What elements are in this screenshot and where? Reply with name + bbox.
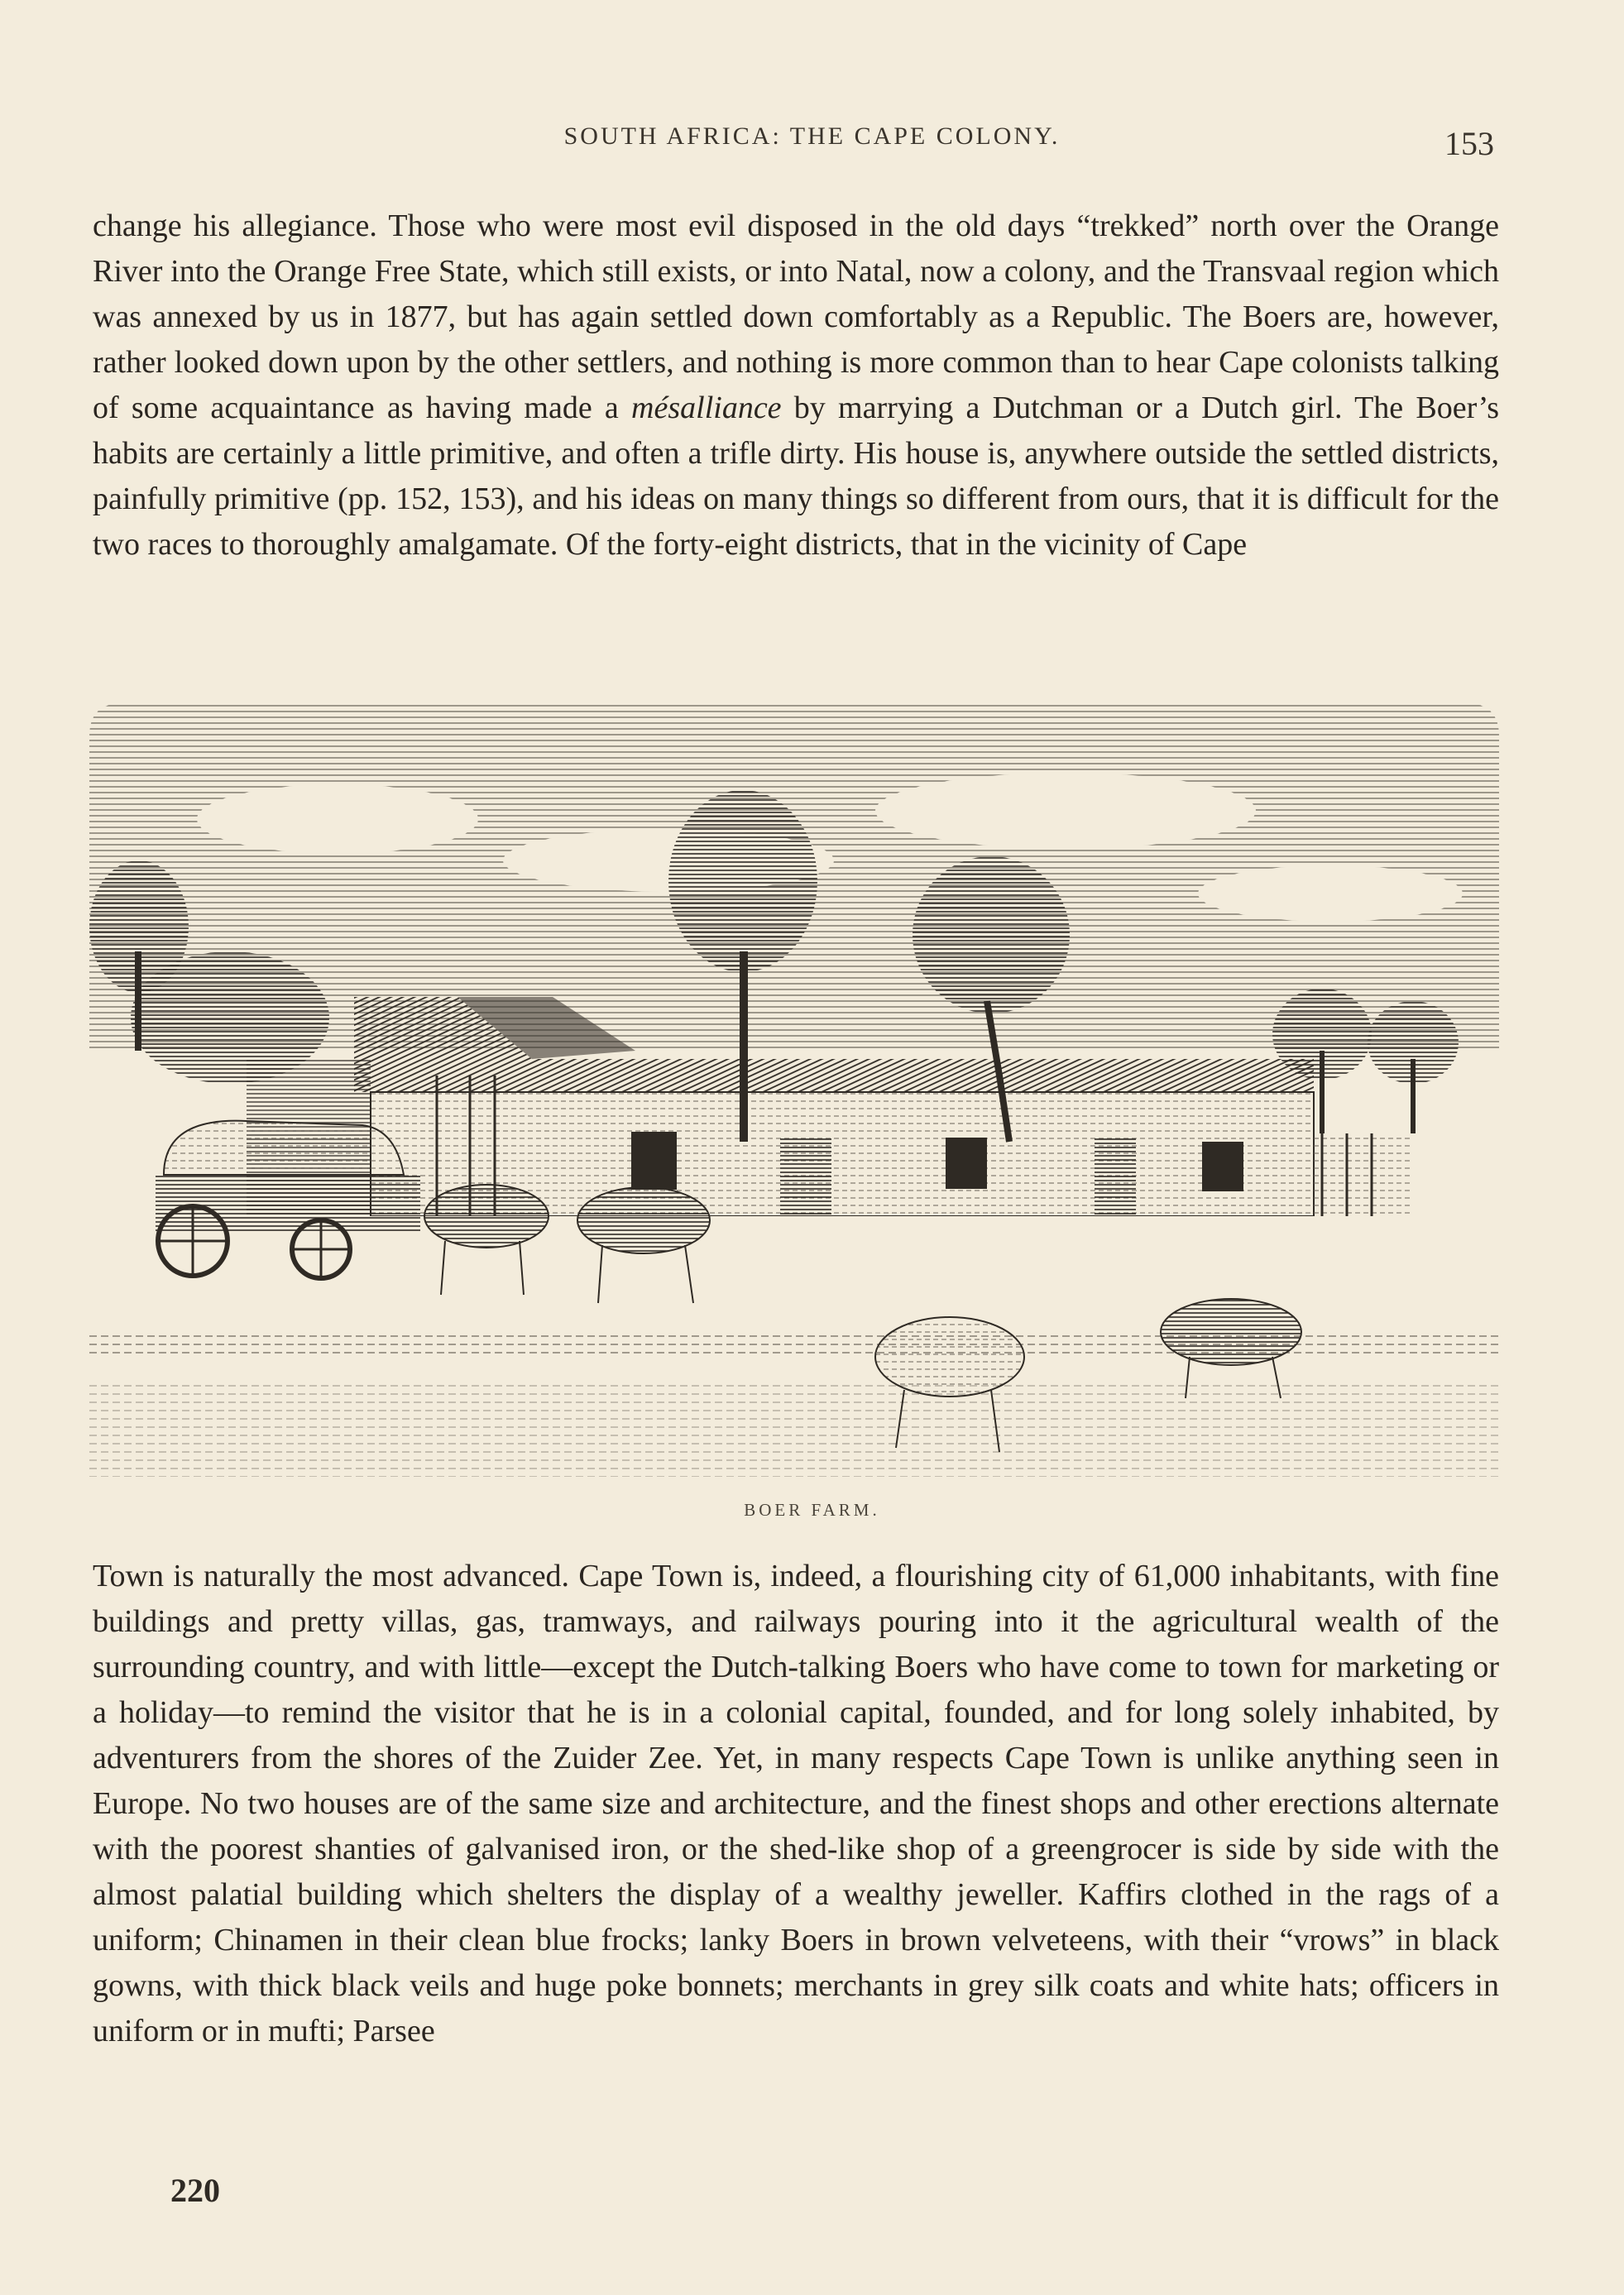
folio-number: 220 [170, 2172, 220, 2209]
paragraph-1 [93, 204, 1499, 568]
water [89, 1382, 1499, 1477]
figure-caption: BOER FARM. [744, 1500, 880, 1520]
running-title: SOUTH AFRICA: THE CAPE COLONY. [563, 122, 1061, 150]
paragraph-1-text-a: change his allegiance. Those who were most evil disposed in the old days “trekked” north over the Orange River into the Orange Free State, which still exists, or into Natal, now a colony, and the Transvaal region which was annexed by us in 1877, but has again settled down comfortably as a Republic. The Boers are, however, rather looked down upon by the other settlers, and nothing is more common than to hear Cape colonists talking of some acquaintance as having made a [93, 208, 1499, 425]
paragraph-1-text-b: by marrying a Dutchman or a Dutch girl. The Boer’s habits are certainly a little primitive, and often a trifle dirty. His house is, anywhere outside the settled districts, painfully primitive (pp. 152, 153), and his ideas on many things so different from ours, that it is difficult for the two races to thoroughly amalgamate. Of the forty-eight districts, that in the vicinity of Cape [93, 390, 1499, 562]
paragraph-2: Town is naturally the most advanced. Cape Town is, indeed, a flourishing city of 61,000 inhabitants, with fine buildings and pretty villas, gas, tramways, and railways pouring into it the agricultural wealth of the surrounding country, and with little—except the Dutch-talking Boers who have come to town for marketing or a holiday—to remind the visitor that he is in a colonial capital, founded, and for long solely inhabited, by adventurers from the shores of the Zuider Zee. Yet, in many respects Cape Town is unlike anything seen in Europe. No two houses are of the same size and architecture, and the finest shops and other erections alternate with the poorest shanties of galvanised iron, or the shed-like shop of a greengrocer is side by side with the almost palatial building which shelters the display of a wealthy jeweller. Kaffirs clothed in the rags of a uniform; Chinamen in their clean blue frocks; lanky Boers in brown velveteens, with their “vrows” in black gowns, with thick black veils and huge poke bonnets; merchants in grey silk coats and white hats; officers in uniform or in mufti; Parsee [93, 1559, 1499, 2048]
italic-word: mésalliance [631, 390, 782, 425]
page-number: 153 [1444, 125, 1494, 162]
boer-farm-engraving [89, 703, 1499, 1477]
